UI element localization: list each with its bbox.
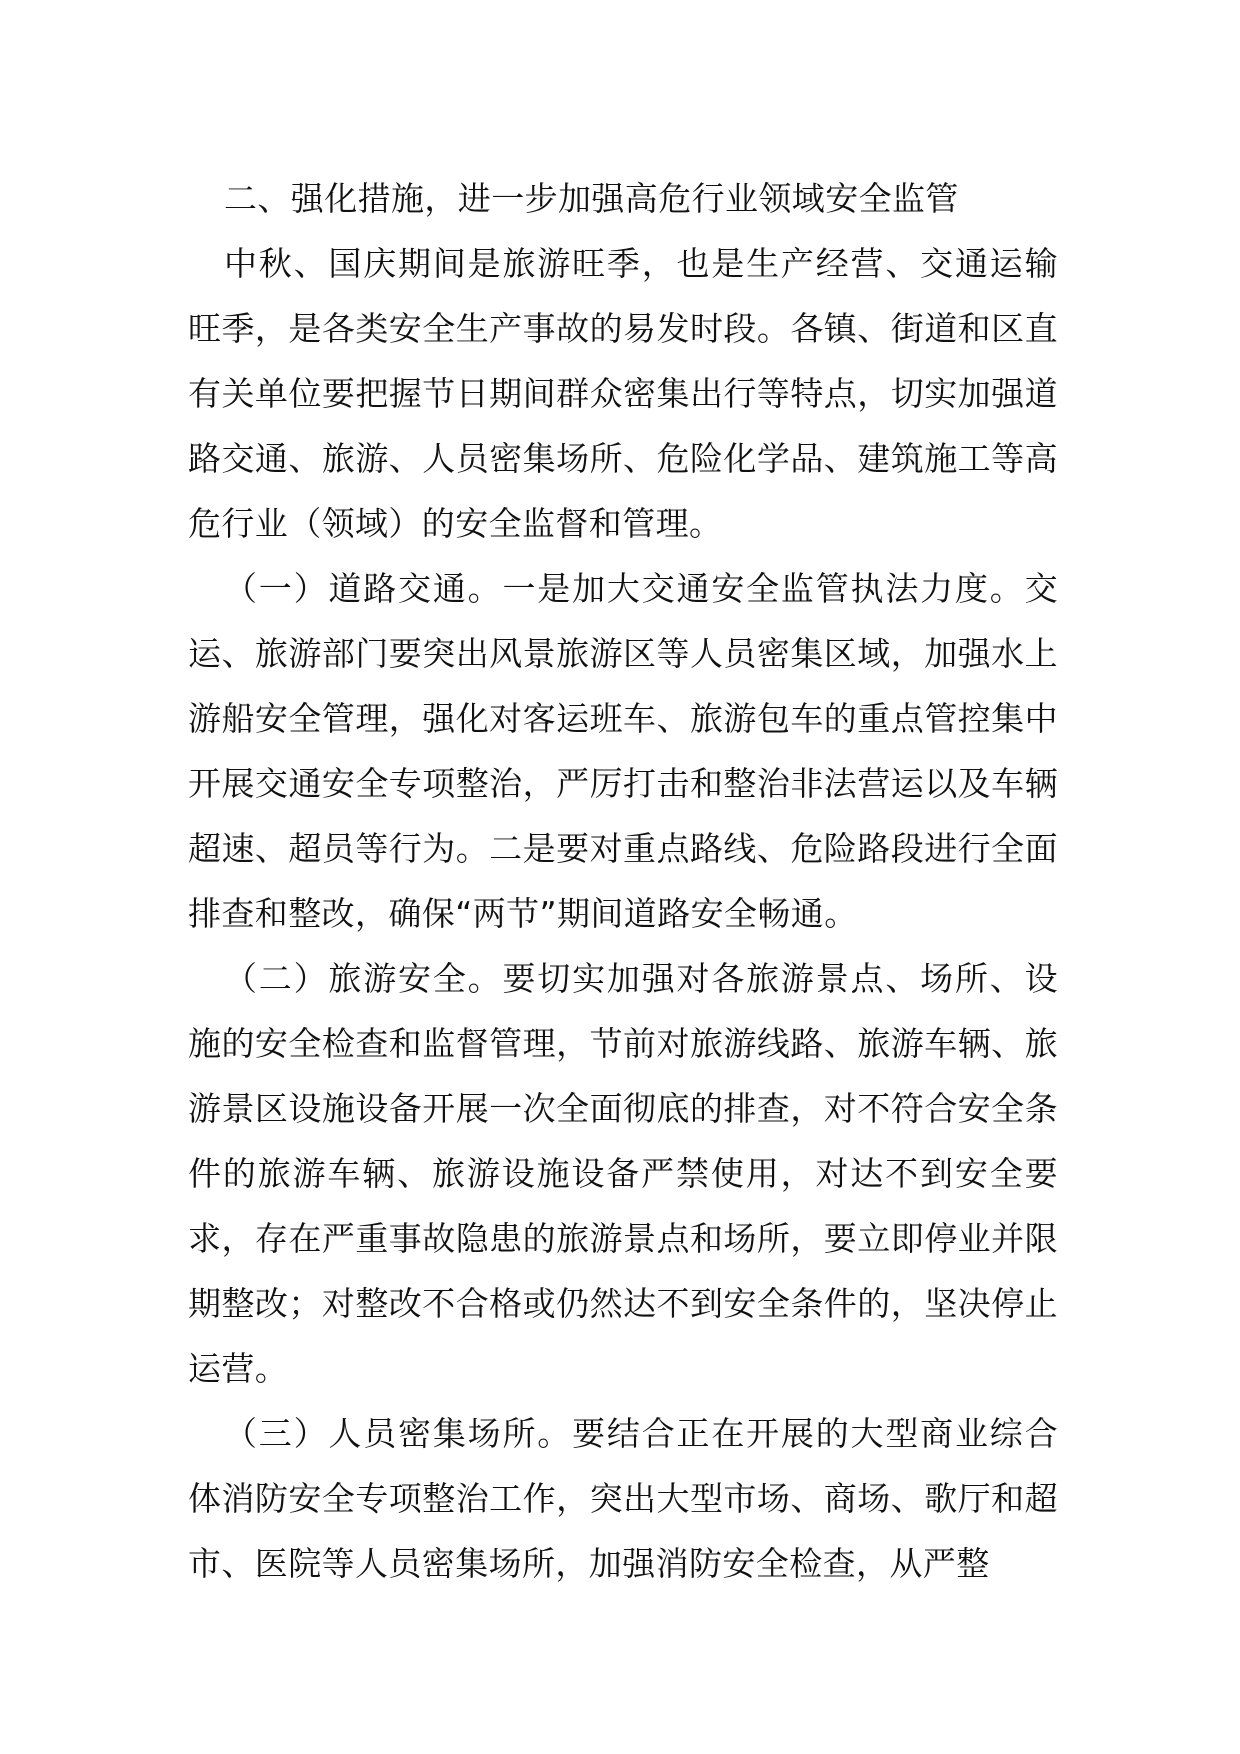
paragraph-road-traffic: （一）道路交通。一是加大交通安全监管执法力度。交运、旅游部门要突出风景旅游区等人员密集区域，加强水上游船安全管理，强化对客运班车、旅游包车的重点管控集中开展交通安全专项整治，严厉打击和整治非法营运以及车辆超速、超员等行为。二是要对重点路线、危险路段进行全面排查和整改，确保“两节”期间道路安全畅通。 bbox=[188, 569, 1058, 933]
paragraph-crowded-places: （三）人员密集场所。要结合正在开展的大型商业综合体消防安全专项整治工作，突出大型市场、商场、歌厅和超市、医院等人员密集场所，加强消防安全检查，从严整 bbox=[188, 1414, 1058, 1583]
document-body bbox=[188, 166, 1058, 1596]
paragraph-tourism-safety: （二）旅游安全。要切实加强对各旅游景点、场所、设施的安全检查和监督管理，节前对旅游线路、旅游车辆、旅游景区设施设备开展一次全面彻底的排查，对不符合安全条件的旅游车辆、旅游设施设备严禁使用，对达不到安全要求，存在严重事故隐患的旅游景点和场所，要立即停业并限期整改；对整改不合格或仍然达不到安全条件的，坚决停止运营。 bbox=[188, 959, 1058, 1388]
paragraph-intro: 中秋、国庆期间是旅游旺季，也是生产经营、交通运输旺季，是各类安全生产事故的易发时段。各镇、街道和区直有关单位要把握节日期间群众密集出行等特点，切实加强道路交通、旅游、人员密集场所、危险化学品、建筑施工等高危行业（领域）的安全监督和管理。 bbox=[188, 244, 1058, 543]
section-heading: 二、强化措施，进一步加强高危行业领域安全监管 bbox=[224, 179, 959, 218]
